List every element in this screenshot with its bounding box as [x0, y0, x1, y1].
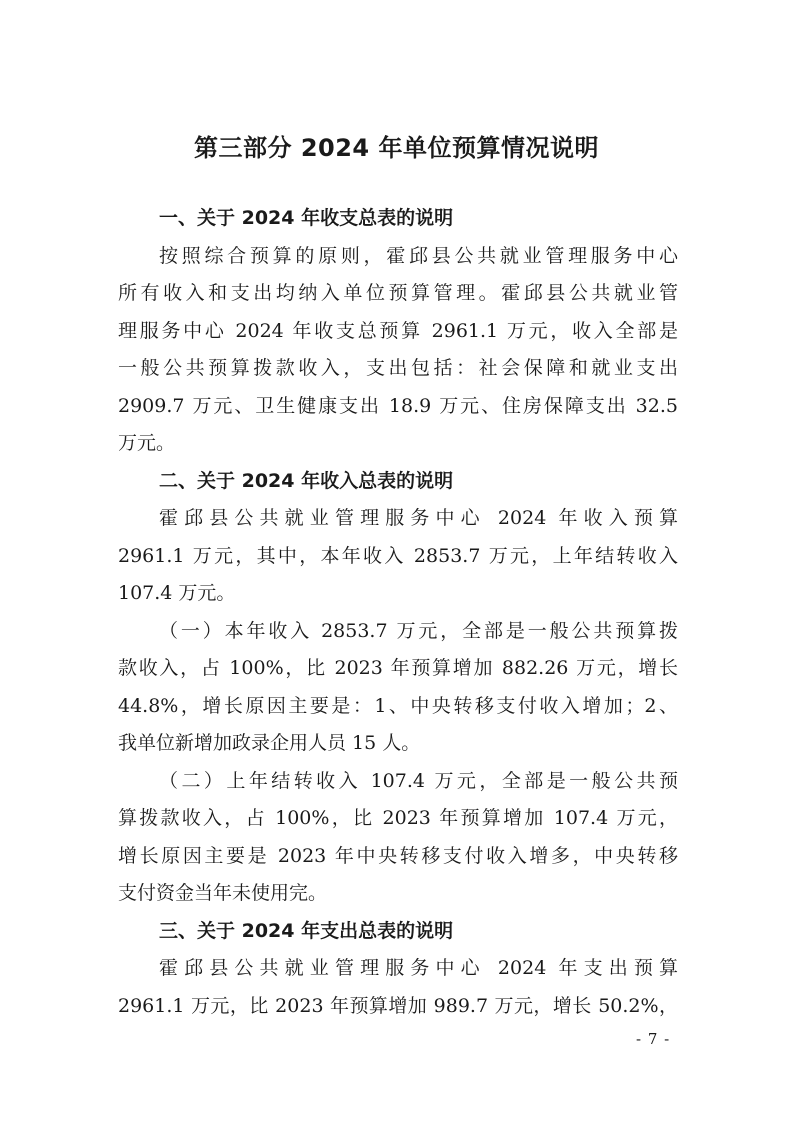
text-line: 算拨款收入，占 100%，比 2023 年预算增加 107.4 万元，: [118, 807, 678, 829]
text-line: （二）上年结转收入 107.4 万元，全部是一般公共预: [159, 769, 678, 792]
text-line: 增长原因主要是 2023 年中央转移支付收入增多，中央转移: [118, 844, 678, 867]
text-line: 支付资金当年未使用完。: [118, 882, 328, 904]
text-line: 万元。: [118, 432, 176, 454]
text-line: 我单位新增加政录企用人员 15 人。: [118, 732, 421, 754]
text-line: 霍邱县公共就业管理服务中心 2024 年支出预算: [159, 957, 678, 979]
text-line: 所有收入和支出均纳入单位预算管理。霍邱县公共就业管: [118, 282, 678, 304]
section-heading-1: 一、关于 2024 年收支总表的说明: [159, 207, 454, 229]
text-line: 霍邱县公共就业管理服务中心 2024 年收入预算: [159, 507, 678, 529]
text-line: 一般公共预算拨款收入，支出包括：社会保障和就业支出: [118, 357, 678, 379]
text-line: 44.8%，增长原因主要是：1、中央转移支付收入增加；2、: [118, 694, 678, 717]
paragraph-4: [118, 763, 678, 913]
paragraph-5: [118, 950, 678, 1025]
text-line: 款收入，占 100%，比 2023 年预算增加 882.26 万元，增长: [118, 657, 678, 679]
section-heading-3: 三、关于 2024 年支出总表的说明: [159, 919, 454, 942]
paragraph-3: [118, 613, 678, 763]
paragraph-1: [118, 238, 678, 463]
section-heading-2: 二、关于 2024 年收入总表的说明: [159, 469, 454, 492]
page-title: 第三部分 2024 年单位预算情况说明: [193, 134, 599, 162]
text-line: 2961.1 万元，其中，本年收入 2853.7 万元，上年结转收入: [118, 544, 678, 567]
document-body: [118, 200, 678, 1025]
text-line: （一）本年收入 2853.7 万元，全部是一般公共预算拨: [159, 619, 678, 642]
text-line: 理服务中心 2024 年收支总预算 2961.1 万元，收入全部是: [118, 319, 678, 342]
text-line: 2961.1 万元，比 2023 年预算增加 989.7 万元，增长 50.2%，: [118, 994, 678, 1017]
text-line: 按照综合预算的原则，霍邱县公共就业管理服务中心: [159, 244, 678, 267]
paragraph-2: [118, 500, 678, 613]
page-number: - 7 -: [636, 1030, 671, 1048]
text-line: 107.4 万元。: [118, 582, 236, 604]
text-line: 2909.7 万元、卫生健康支出 18.9 万元、住房保障支出 32.5: [118, 394, 678, 417]
